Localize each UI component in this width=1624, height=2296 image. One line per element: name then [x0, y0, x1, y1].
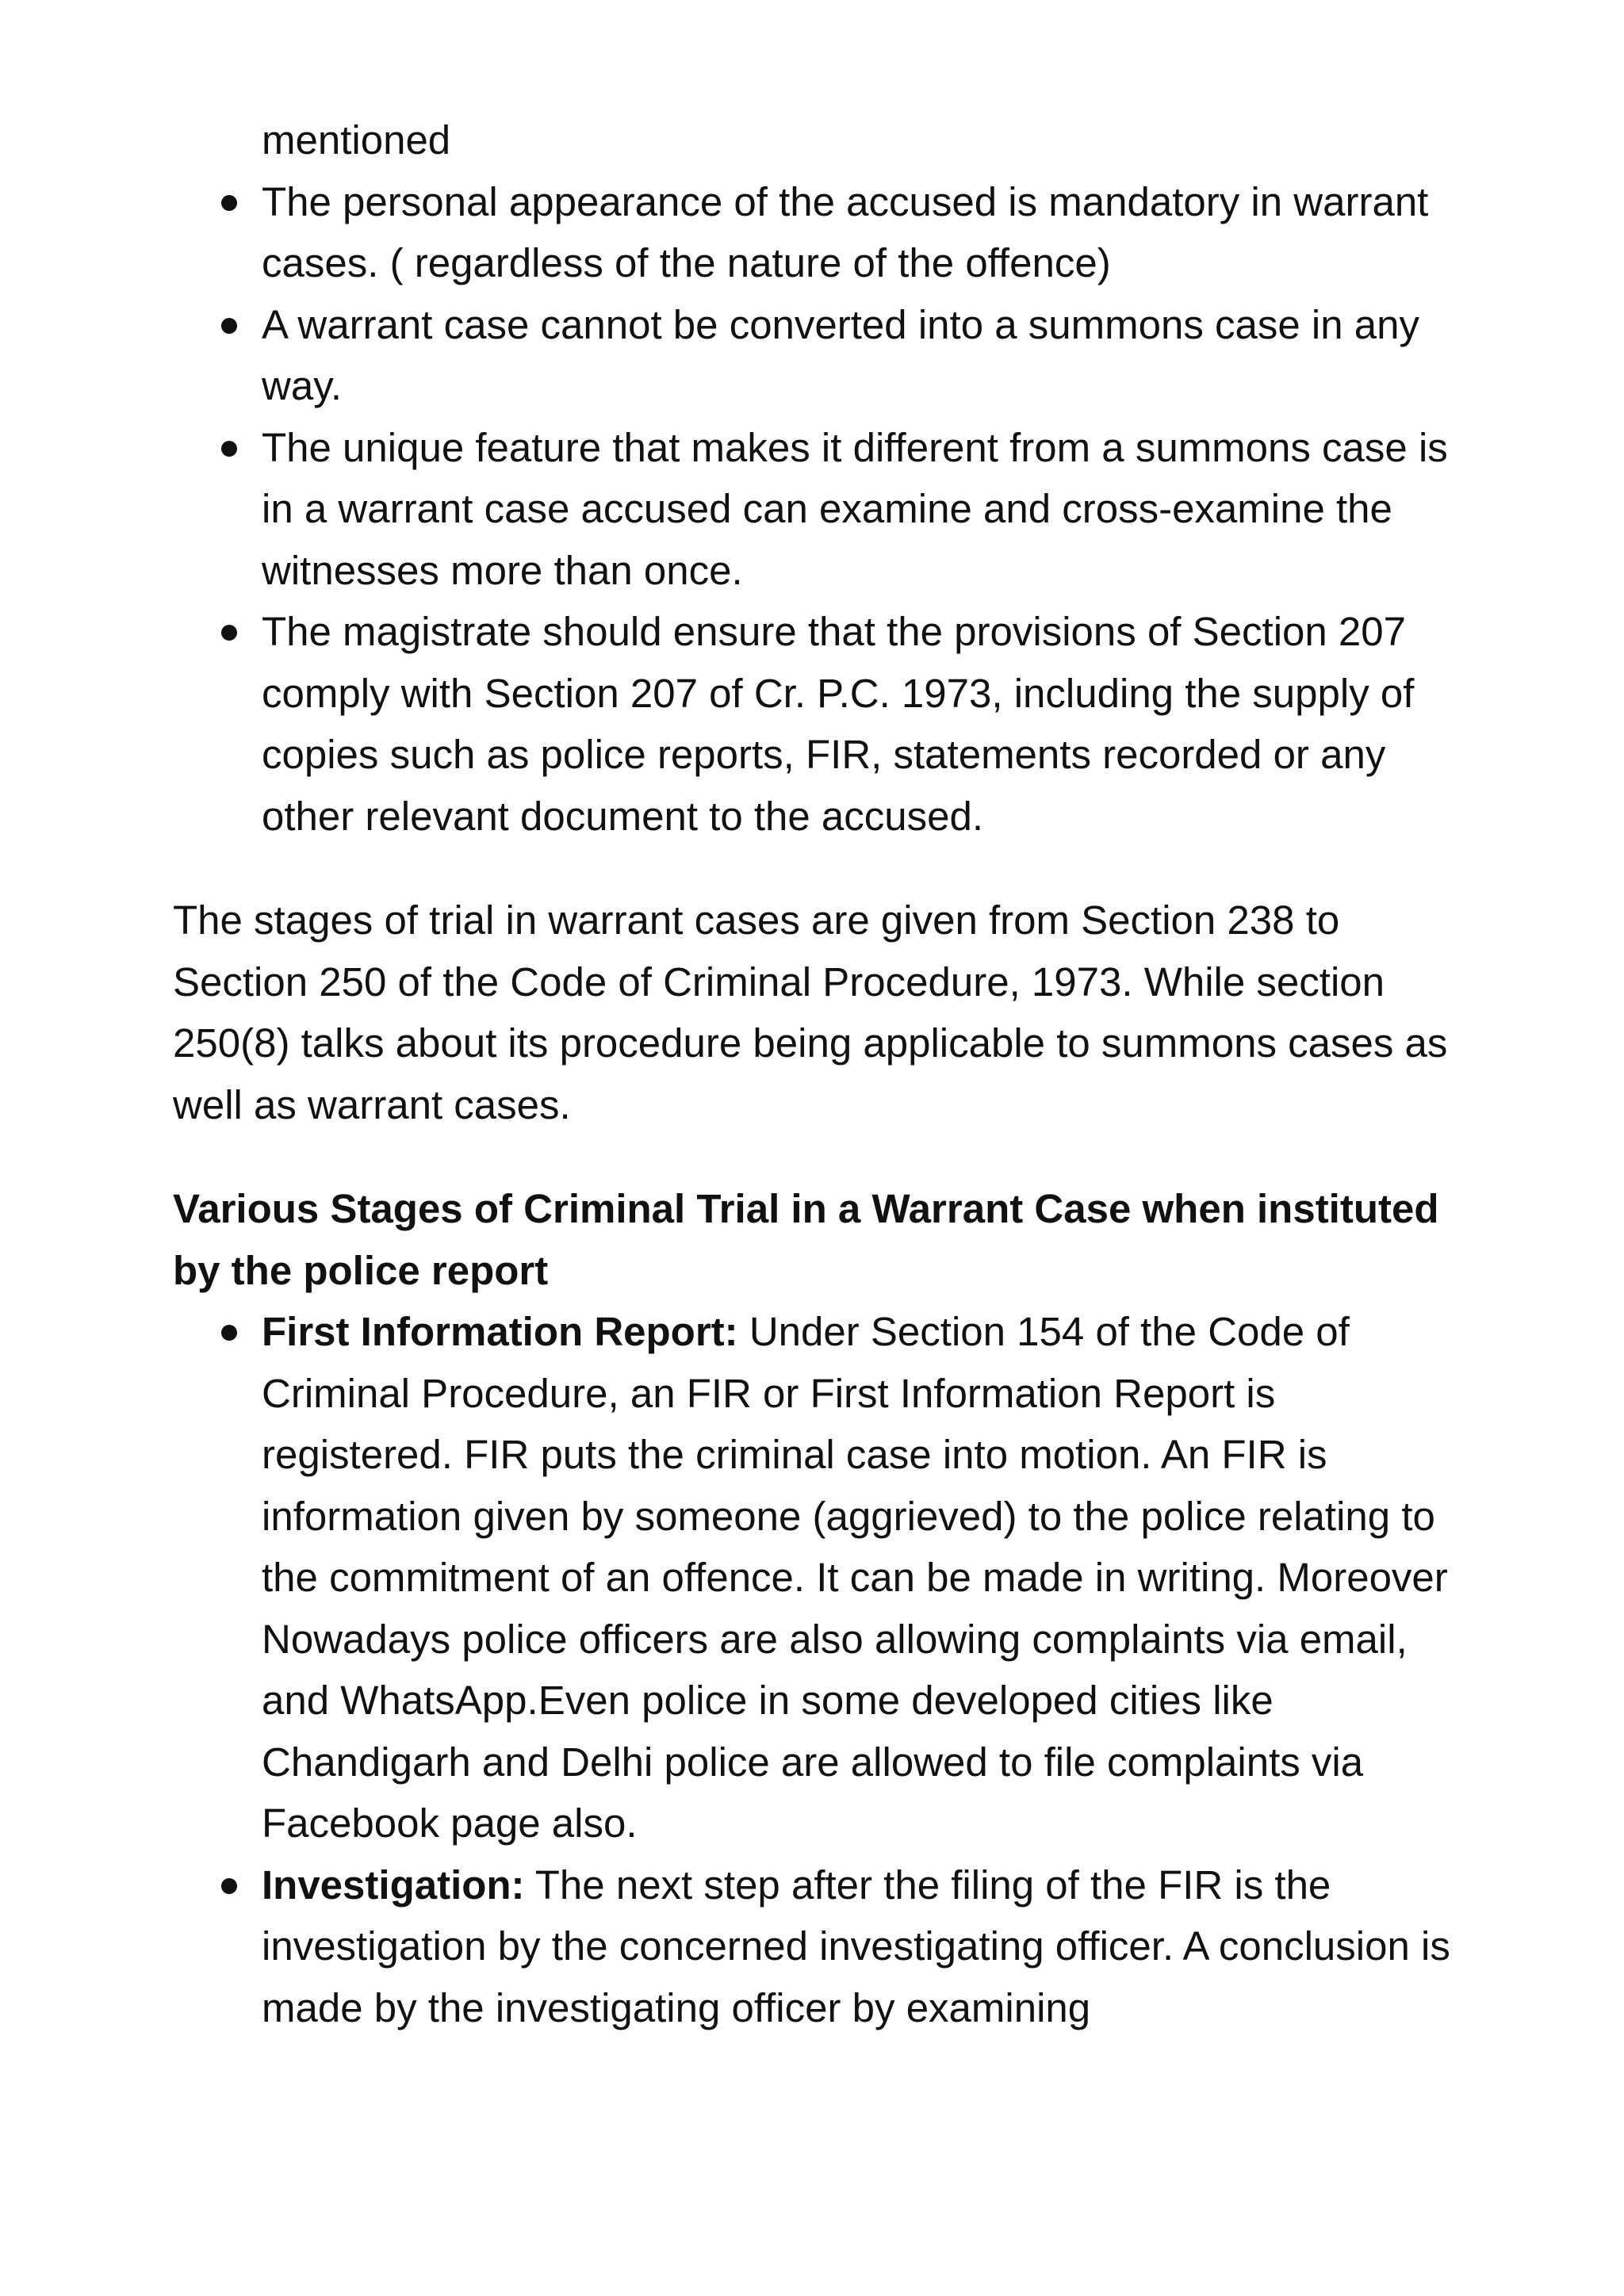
list-item	[173, 601, 1473, 847]
stage-term: Investigation:	[262, 1862, 525, 1908]
bullet-icon	[221, 441, 237, 457]
stage-term: First Information Report:	[262, 1309, 738, 1354]
bullet-icon	[221, 195, 237, 211]
stage-description: Under Section 154 of the Code of Criminal Procedure, an FIR or First Information Report is registered. FIR puts the criminal case into motion. An FIR is information given by someone (aggrieved) to the police relating to the commitment of an offence. It can be made in writing. Moreover Nowadays police officers are also allowing complaints via email, and WhatsApp.Even police in some developed cities like Chandigarh and Delhi police are allowed to file complaints via Facebook page also.	[262, 1309, 1448, 1846]
bullet-icon	[221, 1325, 237, 1341]
list-item	[173, 417, 1473, 602]
trial-stages-list	[173, 1301, 1473, 2038]
warrant-case-features-list	[173, 171, 1473, 848]
stage-description: The next step after the filing of the FIR is the investigation by the concerned investigating officer. A conclusion is made by the investigating officer by examining	[262, 1862, 1450, 2030]
section-heading: Various Stages of Criminal Trial in a Warrant Case when instituted by the police report	[173, 1186, 1439, 1293]
continued-text: mentioned	[262, 117, 451, 163]
list-item-text: The personal appearance of the accused is mandatory in warrant cases. ( regardless of the nature of the offence)	[262, 178, 1429, 285]
list-item-text: A warrant case cannot be converted into a summons case in any way.	[262, 301, 1419, 408]
list-item	[173, 1854, 1473, 2039]
list-item	[173, 171, 1473, 294]
bullet-icon	[221, 1878, 237, 1894]
list-item-text: The magistrate should ensure that the provisions of Section 207 comply with Section 207 of Cr. P.C. 1973, including the supply of copies such as police reports, FIR, statements recorded or any other relevant document to the accused.	[262, 609, 1415, 839]
bullet-icon	[221, 625, 237, 641]
list-item	[173, 1301, 1473, 1854]
list-item	[173, 294, 1473, 417]
bullet-icon	[221, 318, 237, 334]
document-body	[173, 109, 1473, 2038]
list-item-text: The unique feature that makes it different from a summons case is in a warrant case accused can examine and cross-examine the witnesses more than once.	[262, 424, 1448, 593]
stages-paragraph: The stages of trial in warrant cases are given from Section 238 to Section 250 of the Code of Criminal Procedure, 1973. While section 250(8) talks about its procedure being applicable to summons cases as well as warrant cases.	[173, 897, 1448, 1127]
